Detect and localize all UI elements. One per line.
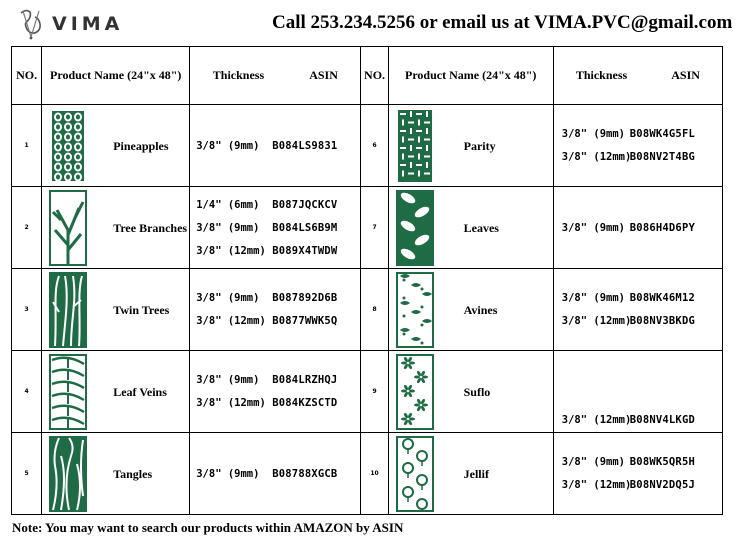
thickness-value: 3/8" (9mm) xyxy=(196,221,260,234)
tangles-panel-thumbnail xyxy=(49,436,87,512)
table-row xyxy=(12,433,723,515)
product-name: Twin Trees xyxy=(113,302,170,317)
thickness-value: 1/4" (6mm) xyxy=(196,198,260,211)
product-name: Leaf Veins xyxy=(113,384,167,399)
header-thickness: Thickness xyxy=(212,68,265,82)
row-number: 3 xyxy=(12,269,42,351)
asin-value: B089X4TWDW xyxy=(272,244,338,257)
spec-cell xyxy=(190,187,361,269)
product-name: Jellif xyxy=(463,466,489,481)
product-cell xyxy=(42,105,190,187)
asin-value: B086H4D6PY xyxy=(629,221,695,234)
header-asin-right: ASIN xyxy=(671,68,700,82)
suflo-panel-thumbnail xyxy=(396,354,434,430)
asin-value: B0877WWK5Q xyxy=(272,315,338,327)
spec-line xyxy=(554,479,722,491)
header-asin: ASIN xyxy=(309,68,338,82)
thickness-value: 3/8" (9mm) xyxy=(196,374,260,386)
product-cell xyxy=(388,351,553,433)
thickness-value: 3/8" (9mm) xyxy=(561,128,625,140)
thickness-value: 3/8" (12mm) xyxy=(561,479,632,491)
brand-name: VIMA xyxy=(52,13,124,35)
spec-line xyxy=(190,315,360,327)
spec-cell xyxy=(553,187,722,269)
spec-cell xyxy=(190,105,361,187)
asin-value: B08788XGCB xyxy=(272,467,338,480)
header-product: Product Name (24"x 48") xyxy=(42,47,190,105)
table-row xyxy=(12,187,723,269)
thickness-value: 3/8" (12mm) xyxy=(561,151,632,163)
spec-line xyxy=(554,151,722,163)
brand-logo xyxy=(18,6,138,42)
product-cell xyxy=(388,433,553,515)
spec-cell xyxy=(553,269,722,351)
thickness-value: 3/8" (9mm) xyxy=(561,221,625,234)
spec-line xyxy=(554,128,722,140)
contact-line: Call 253.234.5256 or email us at VIMA.PVC@gmail.com xyxy=(272,12,733,33)
table-header-row xyxy=(12,47,723,105)
leafveins-panel-thumbnail xyxy=(49,354,87,430)
spec-line xyxy=(554,315,722,327)
row-number: 8 xyxy=(361,269,388,351)
header-product-right: Product Name (24"x 48") xyxy=(388,47,553,105)
spec-line xyxy=(190,140,360,152)
asin-value: B084LRZHQJ xyxy=(272,374,338,386)
row-number: 6 xyxy=(361,105,388,187)
twintrees-panel-thumbnail xyxy=(49,272,87,348)
row-number: 4 xyxy=(12,351,42,433)
table-row xyxy=(12,105,723,187)
asin-value: B08WK4G5FL xyxy=(629,128,695,140)
spec-line xyxy=(190,292,360,304)
footer-note: Note: You may want to search our products within AMAZON by ASIN xyxy=(12,520,404,535)
asin-value: B08WK5QR5H xyxy=(629,456,695,468)
spec-cell xyxy=(553,351,722,433)
row-number: 2 xyxy=(12,187,42,269)
row-number: 7 xyxy=(361,187,388,269)
product-name: Suflo xyxy=(463,384,491,399)
thickness-value: 3/8" (12mm) xyxy=(561,315,632,327)
header-no: NO. xyxy=(12,47,42,105)
spec-line xyxy=(554,292,722,304)
thickness-value: 3/8" (9mm) xyxy=(196,467,260,480)
asin-value: B087892D6B xyxy=(272,292,338,304)
product-name: Avines xyxy=(463,302,498,317)
spec-line xyxy=(190,468,360,480)
row-number: 5 xyxy=(12,433,42,515)
product-cell xyxy=(42,269,190,351)
product-cell xyxy=(42,187,190,269)
spec-line xyxy=(190,222,360,234)
spec-line xyxy=(190,397,360,409)
asin-value: B08WK46M12 xyxy=(629,292,695,304)
spec-cell xyxy=(190,351,361,433)
asin-value: B08NV2DQ5J xyxy=(629,479,695,491)
thickness-value: 3/8" (9mm) xyxy=(196,139,260,152)
spec-line xyxy=(554,456,722,468)
table-row xyxy=(12,269,723,351)
product-table xyxy=(11,46,723,515)
product-cell xyxy=(42,351,190,433)
thickness-value: 3/8" (12mm) xyxy=(196,315,266,327)
spec-cell xyxy=(190,269,361,351)
thickness-value: 3/8" (9mm) xyxy=(196,292,260,304)
header-no-right: NO. xyxy=(361,47,388,105)
treebranches-panel-thumbnail xyxy=(49,190,87,266)
row-number: 10 xyxy=(361,433,388,515)
thickness-value: 3/8" (12mm) xyxy=(561,414,632,426)
row-number: 9 xyxy=(361,351,388,433)
product-cell xyxy=(388,269,553,351)
spec-line xyxy=(190,374,360,386)
spec-line xyxy=(190,245,360,257)
asin-value: B08NV2T4BG xyxy=(629,151,695,163)
product-name: Parity xyxy=(463,138,496,153)
header-thickness-asin xyxy=(190,47,361,105)
spec-line xyxy=(554,222,722,234)
spec-cell xyxy=(190,433,361,515)
product-name: Pineapples xyxy=(113,138,169,153)
asin-value: B08NV3BKDG xyxy=(629,315,695,327)
asin-value: B084LS9831 xyxy=(272,139,338,152)
spec-cell xyxy=(553,105,722,187)
asin-value: B084LS6B9M xyxy=(272,221,338,234)
product-name: Leaves xyxy=(463,220,499,235)
header-thickness-right: Thickness xyxy=(575,68,628,82)
product-cell xyxy=(388,187,553,269)
jellif-panel-thumbnail xyxy=(396,436,434,512)
asin-value: B08NV4LKGD xyxy=(629,414,695,426)
header-thickness-asin-right xyxy=(553,47,722,105)
parity-panel-thumbnail xyxy=(396,108,434,184)
spec-line xyxy=(190,199,360,211)
vima-monogram-icon xyxy=(18,7,44,41)
row-number: 1 xyxy=(12,105,42,187)
product-cell xyxy=(388,105,553,187)
table-row xyxy=(12,351,723,433)
leaves-panel-thumbnail xyxy=(396,190,434,266)
asin-value: B087JQCKCV xyxy=(272,198,338,211)
thickness-value: 3/8" (9mm) xyxy=(561,456,625,468)
spec-line xyxy=(554,414,722,426)
thickness-value: 3/8" (12mm) xyxy=(196,244,266,257)
product-cell xyxy=(42,433,190,515)
product-name: Tangles xyxy=(113,466,153,481)
spec-cell xyxy=(553,433,722,515)
thickness-value: 3/8" (12mm) xyxy=(196,397,266,409)
asin-value: B084KZSCTD xyxy=(272,397,338,409)
thickness-value: 3/8" (9mm) xyxy=(561,292,625,304)
pineapples-panel-thumbnail xyxy=(49,108,87,184)
product-name: Tree Branches xyxy=(113,220,188,235)
avines-panel-thumbnail xyxy=(396,272,434,348)
